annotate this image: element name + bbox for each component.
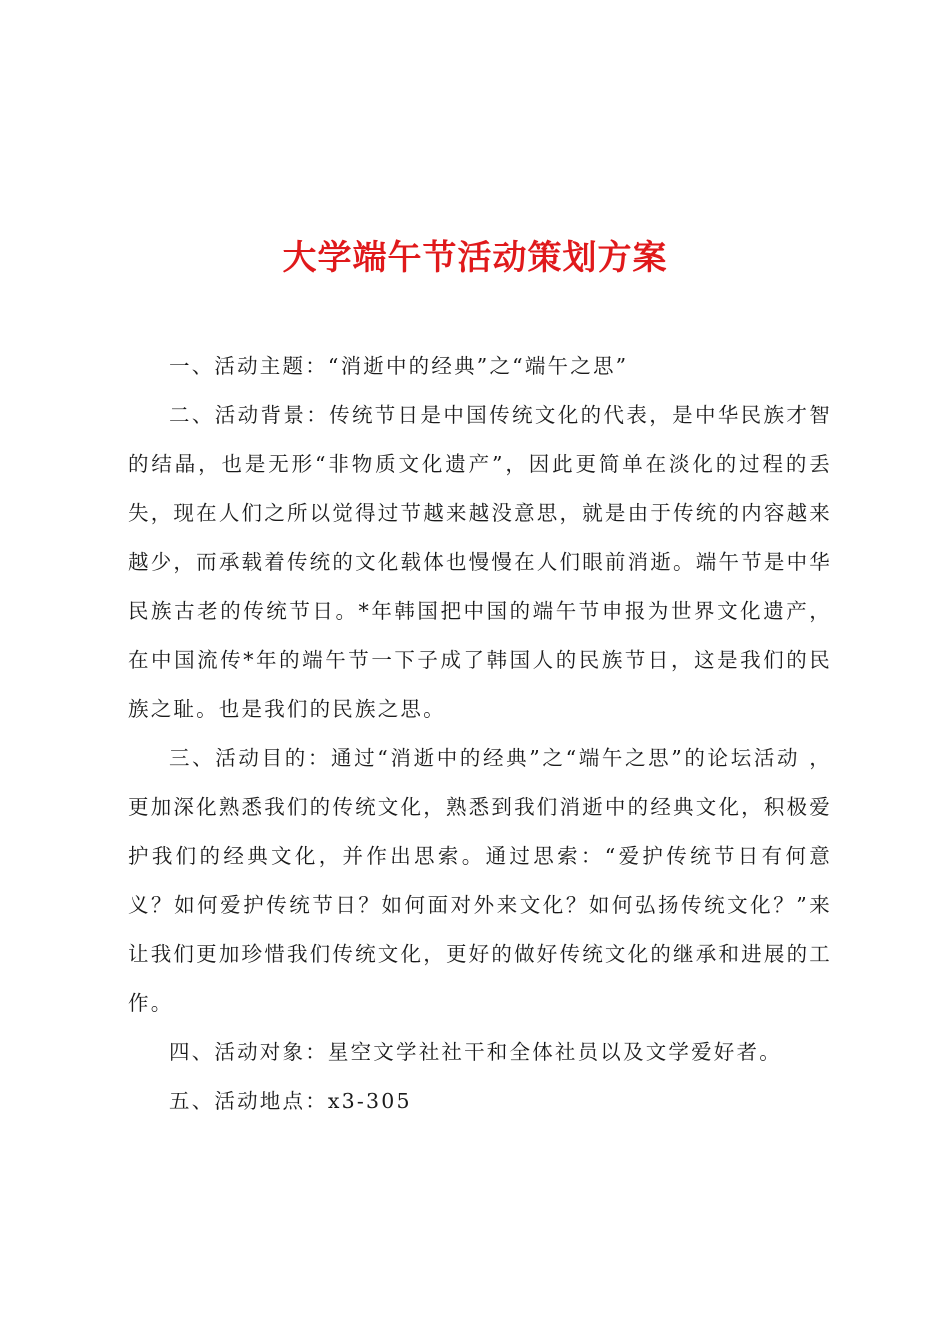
paragraph-purpose: 三、活动目的：通过“消逝中的经典”之“端午之思”的论坛活动 ，更加深化熟悉我们的传统文化，熟悉到我们消逝中的经典文化，积极爱护我们的经典文化，并作出思索。通过思索：“爱护传统节日有何意义？如何爱护传统节日？如何面对外来文化？如何弘扬传统文化？”来让我们更加珍惜我们传统文化，更好的做好传统文化的继承和进展的工作。 xyxy=(128,746,832,1015)
document-body xyxy=(128,342,832,1126)
paragraph-location: 五、活动地点：x3-305 xyxy=(169,1089,412,1113)
paragraph-background: 二、活动背景：传统节日是中国传统文化的代表，是中华民族才智的结晶，也是无形“非物质文化遗产”，因此更简单在淡化的过程的丢失，现在人们之所以觉得过节越来越没意思，就是由于传统的内容越来越少，而承载着传统的文化载体也慢慢在人们眼前消逝。端午节是中华民族古老的传统节日。*年韩国把中国的端午节申报为世界文化遗产，在中国流传*年的端午节一下子成了韩国人的民族节日，这是我们的民族之耻。也是我们的民族之思。 xyxy=(128,403,832,721)
document-title: 大学端午节活动策划方案 xyxy=(282,237,668,278)
paragraph-audience: 四、活动对象：星空文学社社干和全体社员以及文学爱好者。 xyxy=(169,1040,782,1064)
paragraph-theme: 一、活动主题：“消逝中的经典”之“端午之思” xyxy=(169,354,629,378)
